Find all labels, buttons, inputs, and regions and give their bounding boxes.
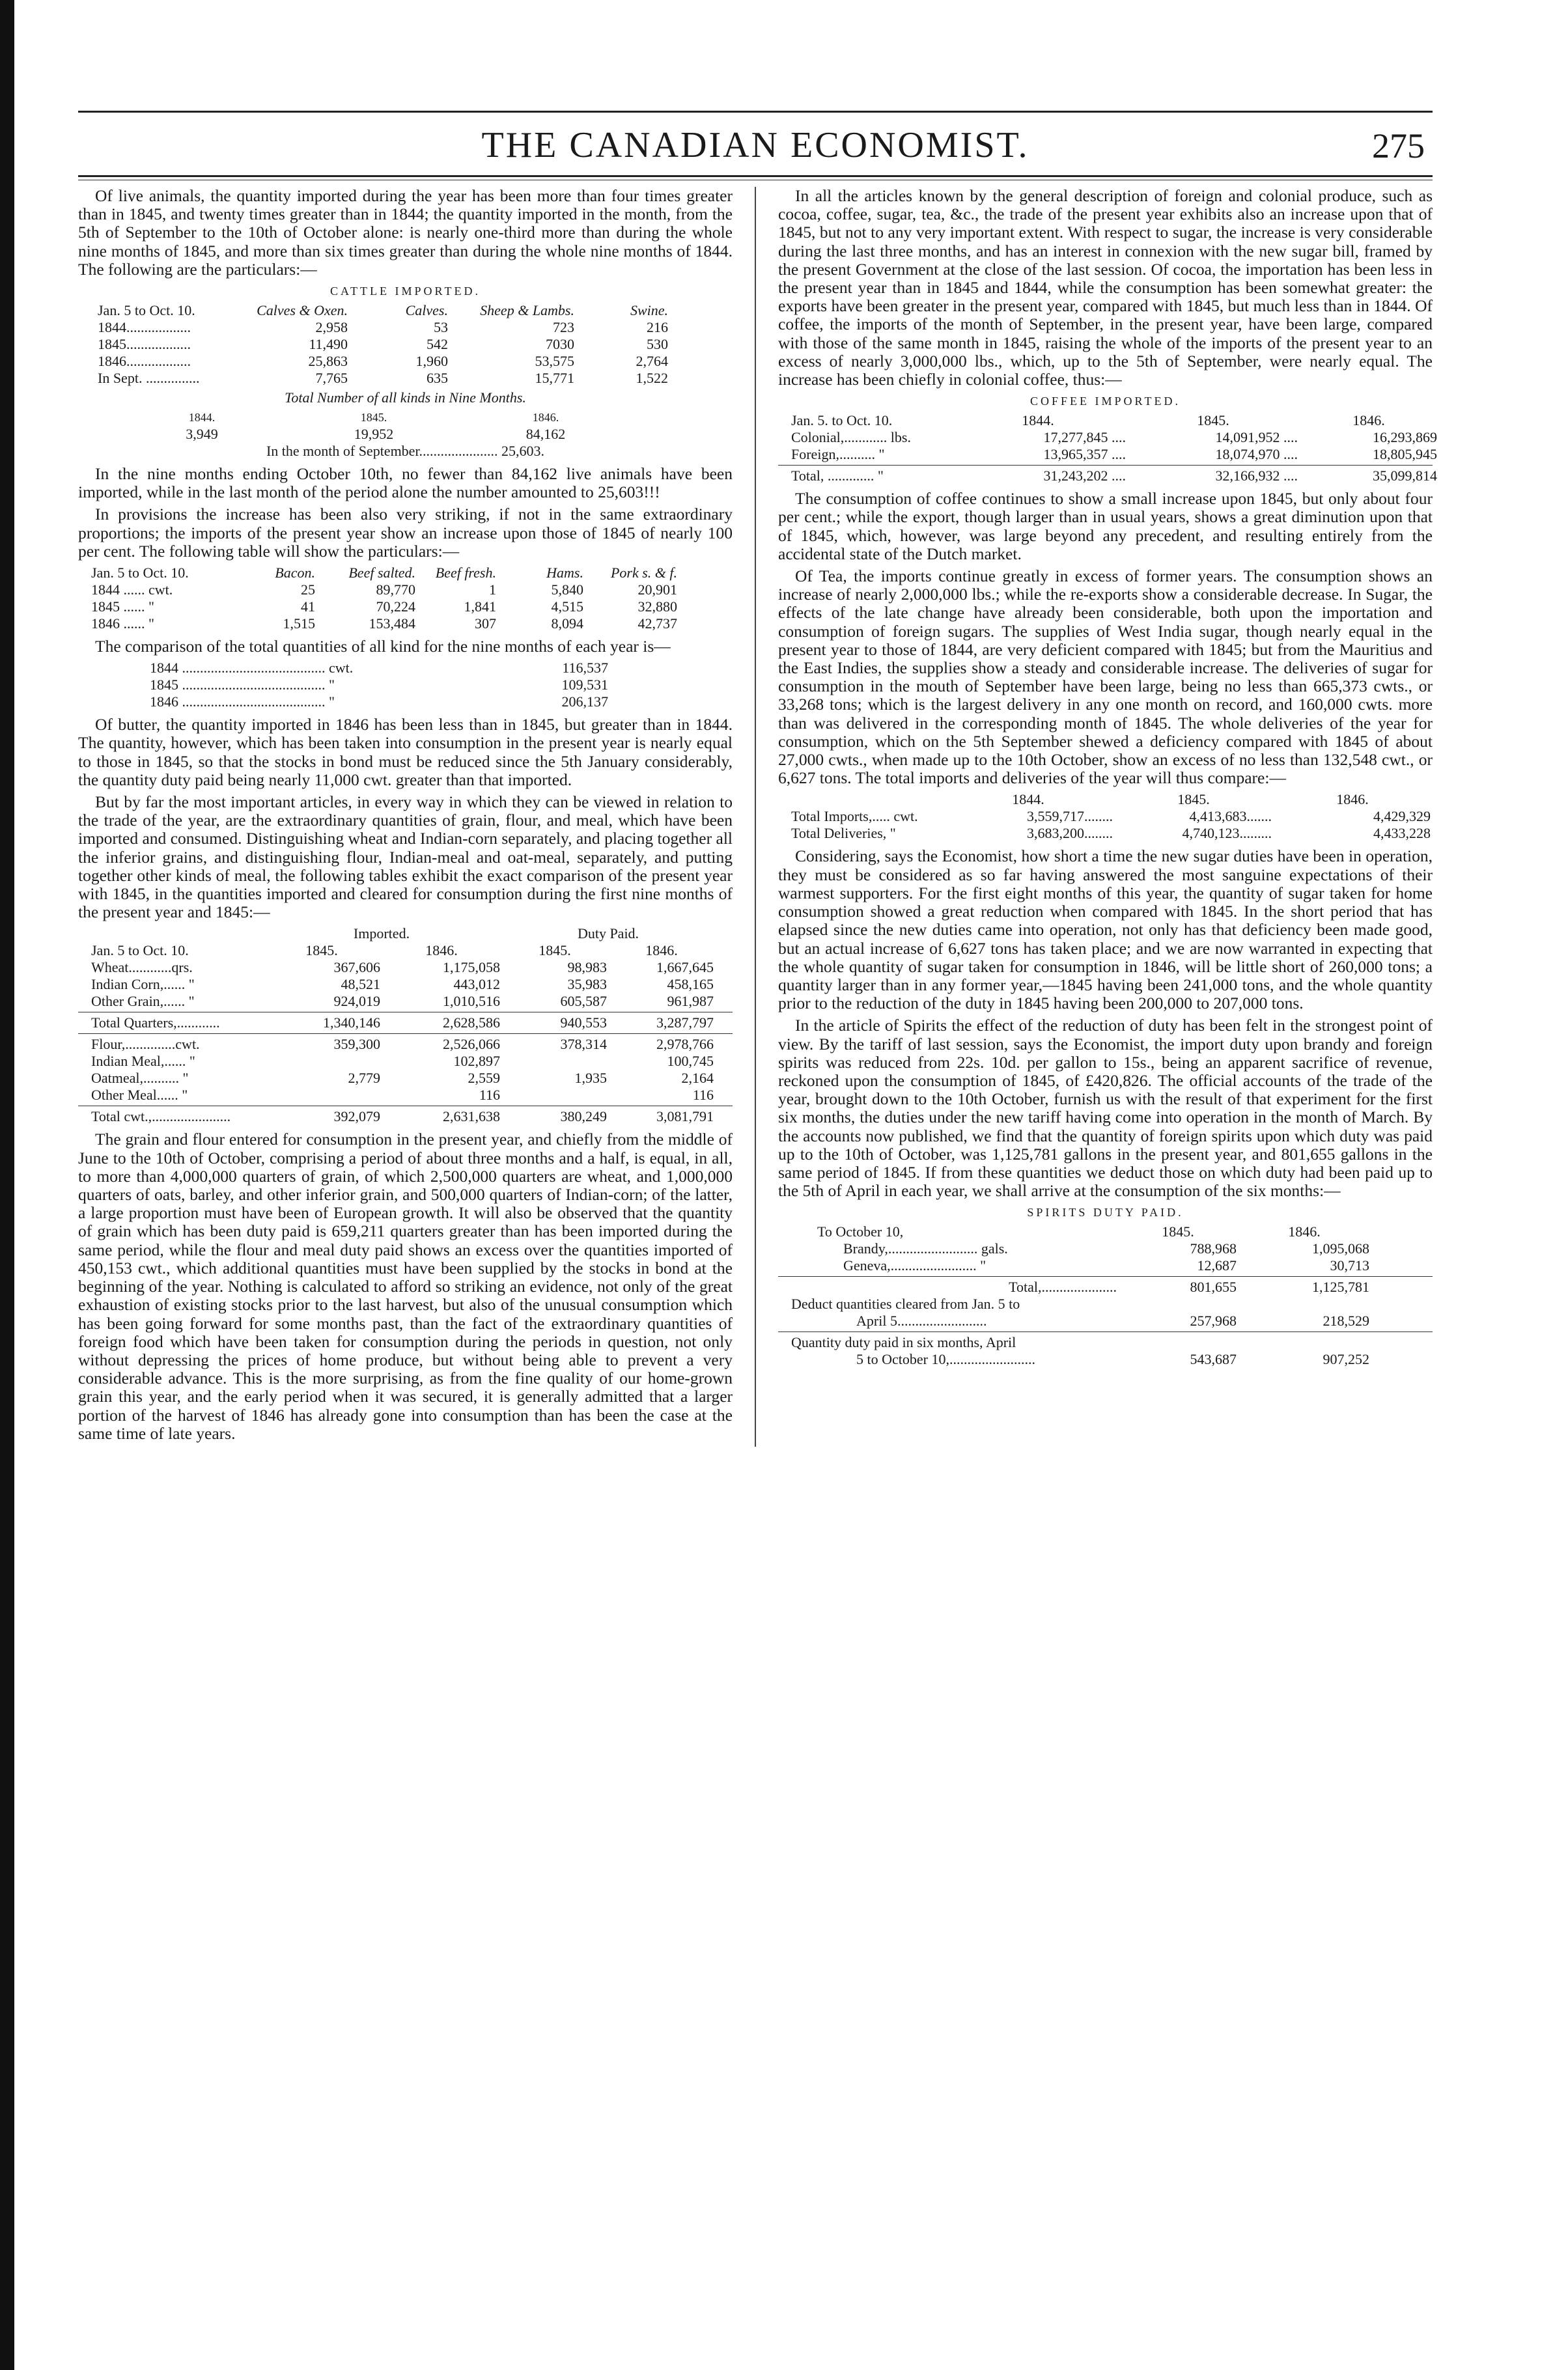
paragraph-colonial-produce: In all the articles known by the general description of foreign and colonial produce, such as cocoa, coffee, sugar, tea, &c., the trade of the present year exhibits also an increase upon that of 1845, but not to any very important extent. With respect to sugar, the increase is very considerable during the last three months, and has an interest in connexion with the new sugar bill, framed by the present Government at the close of the last session. Of cocoa, the importation has been less in the present year than in 1845 and 1844, while the consumption has been somewhat greater: the exports have been greater in the present year, compared with 1845, but much less than in 1844. Of coffee, the imports of the month of September, in the present year, have been large, compared with those of the same month in 1845, raising the whole of the imports of the present year to an excess of nearly 3,000,000 lbs., which, up to the 5th of September, were nearly equal. The increase has been chiefly in colonial coffee, thus:— [778,186,1433,389]
col-header: Sheep & Lambs. [480,302,574,319]
cell: Foreign,.......... " [791,446,885,463]
cell: 2,559 [468,1070,500,1087]
header-bottom-rule [78,175,1433,177]
cell: 20,901 [637,581,677,598]
cell [503,1087,607,1104]
col-header: 1846. [1336,791,1369,808]
table-row [78,1070,733,1087]
group-header-row [78,925,733,942]
table-row [78,959,733,976]
cell [503,1053,607,1070]
table-row [78,370,733,387]
cell: 153,484 [369,615,415,632]
cell: 940,553 [560,1014,607,1031]
table-header-row [778,1223,1433,1240]
cell: 109,531 [561,676,608,693]
cell: 1 [489,581,496,598]
cattle-imported-table [78,283,733,460]
cell: 1846.................. [98,353,191,370]
cell: April 5......................... [856,1313,987,1330]
col-header: 1846. [1288,1223,1321,1240]
cell: 458,165 [667,976,714,993]
cell: 542 [427,336,448,353]
cell: Total,..................... [1009,1279,1117,1296]
cell: 41 [301,598,315,615]
cell: Total cwt.,...................... [91,1108,231,1125]
paragraph-coffee-consumption: The consumption of coffee continues to show a small increase upon 1845, but only about four per cent.; while the export, though larger than in usual years, shows a great diminution upon that of 1845, which, however, was large beyond any precedent, and resulting entirely from the accidental state of the Dutch market. [778,489,1433,563]
cell: 18,805,945 [1373,446,1437,463]
spirits-duty-table [778,1204,1433,1368]
cell: 13,965,357 .... [1043,446,1126,463]
table-rule [778,465,1433,466]
cell: 1845 ........................................ " [150,676,335,693]
table-header-row [78,942,733,959]
cell: 924,019 [333,993,380,1010]
table-header-row [78,565,733,581]
col-header: Pork s. & f. [610,565,677,581]
cell: Other Meal...... " [91,1087,188,1104]
table-header-row [778,412,1433,429]
cell: Oatmeal,.......... " [91,1070,189,1087]
journal-title: THE CANADIAN ECONOMIST. [481,125,1029,165]
cell: 12,687 [1197,1257,1237,1274]
page-number: 275 [1372,126,1425,165]
cell: 367,606 [333,959,380,976]
cell: Brandy,......................... gals. [843,1240,1008,1257]
cell: 543,687 [1190,1351,1237,1368]
cell: 307 [475,615,496,632]
cell: Wheat............qrs. [91,959,193,976]
cell: 2,978,766 [656,1036,714,1053]
cell: 723 [553,319,574,336]
paragraph-butter: Of butter, the quantity imported in 1846 has been less than in 1845, but greater than in 1844. The quantity, however, which has been taken into consumption in the present year is nearly equal to those in 1845, so that the stocks in bond must be reduced since the 5th January considerably, the quantity duty paid being nearly 11,000 cwt. greater than that imported. [78,715,733,789]
cell: 17,277,845 .... [1043,429,1126,446]
cell: 1,841 [464,598,496,615]
cell: 2,526,066 [443,1036,500,1053]
quantity-label: Quantity duty paid in six months, April [791,1334,1016,1351]
cell: 3,949 [186,426,218,443]
cell: 4,433,228 [1373,825,1431,842]
cell: Total Imports,..... cwt. [791,808,918,825]
paragraph-provisions: In provisions the increase has been also very striking, if not in the same extraordinary proportions; the imports of the present year show an increase upon those of 1845 of nearly 100 per cent. The following table will show the particulars:— [78,505,733,561]
col-header: To October 10, [817,1223,904,1240]
cell: 4,515 [551,598,583,615]
cell: 102,897 [453,1053,500,1070]
cell: 2,958 [315,319,348,336]
cell: 7,765 [315,370,348,387]
table-row [78,660,733,676]
col-header: Calves & Oxen. [257,302,348,319]
col-header: Jan. 5 to Oct. 10. [91,565,189,581]
cell: 1,515 [283,615,315,632]
cell: 1846 ...... " [91,615,154,632]
cell: 788,968 [1190,1240,1237,1257]
table-rule [78,1033,733,1034]
table-row [78,615,733,632]
table-caption: CATTLE IMPORTED. [330,285,481,298]
col-header: Calves. [405,302,448,319]
cell: 378,314 [560,1036,607,1053]
cell: 1846 ........................................ " [150,693,335,710]
cell: 42,737 [637,615,677,632]
table-row [778,808,1433,825]
table-row [78,693,733,710]
col-header: 1845. [305,942,338,959]
col-header: Swine. [630,302,668,319]
table-rule [778,1331,1433,1332]
cell: 359,300 [333,1036,380,1053]
running-header [78,113,1433,175]
cell: Total Quarters,............ [91,1014,220,1031]
col-header: 1845. [1162,1223,1194,1240]
cell: 1,522 [636,370,668,387]
total-caption: Total Number of all kinds in Nine Months. [285,389,526,406]
paragraph-live-animals: Of live animals, the quantity imported during the year has been more than four times greater than in 1845, and twenty times greater than in 1844; the quantity imported in the month, from the 5th of September to the 10th of October alone: is nearly one-third more than during the whole nine months of 1845, and more than six times greater than during the whole nine months of 1844. The following are the particulars:— [78,186,733,279]
cell: 1844 ........................................ cwt. [150,660,354,676]
cell: 257,968 [1190,1313,1237,1330]
grain-table [78,925,733,1125]
cell: Indian Corn,...... " [91,976,195,993]
col-header: 1846. [645,942,678,959]
cell: 1845 ...... " [91,598,154,615]
cell: 1845. [360,411,387,425]
cell: 1844 ...... cwt. [91,581,173,598]
table-header-row [78,302,733,319]
sugar-table [778,791,1433,842]
cell: Colonial,............ lbs. [791,429,911,446]
quantity-row [778,1351,1433,1368]
cell: 3,683,200........ [1027,825,1113,842]
cell: 1,095,068 [1312,1240,1369,1257]
cell: 98,983 [567,959,607,976]
cell: 4,413,683....... [1189,808,1272,825]
cell: 1846. [532,411,559,425]
binding-edge [0,0,14,2370]
cell: Flour,..............cwt. [91,1036,200,1053]
col-group-header: Duty Paid. [577,925,639,942]
col-header: 1844. [1012,791,1044,808]
cell: 19,952 [354,426,394,443]
cell: 70,224 [376,598,415,615]
cell: 1,960 [415,353,448,370]
table-row [78,1053,733,1070]
cell: 48,521 [341,976,380,993]
deduct-label: Deduct quantities cleared from Jan. 5 to [791,1296,1020,1313]
cell: 32,880 [637,598,677,615]
comparison-table [78,660,733,710]
total-quarters-row [78,1014,733,1031]
cell: 53,575 [535,353,574,370]
cell: In Sept. ............... [98,370,200,387]
table-caption: COFFEE IMPORTED. [1030,395,1181,408]
cell: 30,713 [1330,1257,1369,1274]
col-header: Beef fresh. [435,565,496,581]
cell: 18,074,970 .... [1215,446,1298,463]
col-group-header: Imported. [353,925,410,942]
cell: 8,094 [551,615,583,632]
cell: 1844. [188,411,216,425]
col-header [791,791,941,808]
table-row [78,1036,733,1053]
cell: 3,081,791 [656,1108,714,1125]
cell: 5,840 [551,581,583,598]
cell [91,925,260,942]
cell [263,1053,380,1070]
cell: Geneva,........................ " [843,1257,987,1274]
cell: 3,287,797 [656,1014,714,1031]
cell: 25 [301,581,315,598]
cell: 31,243,202 .... [1043,467,1126,484]
table-row [78,319,733,336]
cell [263,1087,380,1104]
cell: 4,740,123......... [1182,825,1272,842]
cell: 116,537 [562,660,608,676]
table-row [78,1087,733,1104]
col-header: 1845. [1177,791,1210,808]
table-row [778,429,1437,446]
table-rule [778,1276,1433,1277]
cell: 392,079 [333,1108,380,1125]
table-row [78,336,733,353]
cell: 443,012 [453,976,500,993]
cell: 2,164 [681,1070,714,1087]
cell: 1,010,516 [443,993,500,1010]
table-row [78,676,733,693]
month-total-line: In the month of September...................... 25,603. [266,443,545,460]
total-row [778,467,1437,484]
total-values-row [78,426,733,443]
provisions-table [78,565,733,632]
cell: 15,771 [535,370,574,387]
cell: 605,587 [560,993,607,1010]
col-header: Hams. [546,565,583,581]
cell: Total Deliveries, " [791,825,896,842]
cell: 116 [692,1087,714,1104]
cell: 25,863 [308,353,348,370]
cell: 801,655 [1190,1279,1237,1296]
table-header-row [778,791,1433,808]
table-row [778,446,1437,463]
cell: 2,764 [636,353,668,370]
cell: Total, ............. " [791,467,884,484]
col-header: 1846. [425,942,458,959]
paragraph-spirits: In the article of Spirits the effect of the reduction of duty has been felt in the strongest point of view. By the tariff of last session, says the Economist, the import duty upon brandy and foreign spirits was reduced from 22s. 10d. per gallon to 15s., being an apparent sacrifice of revenue, reckoned upon the consumption of 1845, of £420,826. The official accounts of the trade of the year, brought down to the 10th October, furnish us with the result of that experiment for the first six months, the duties under the new tariff having come into operation in the month of March. By the accounts now published, we find that the quantity of foreign spirits upon which duty was paid up to the 10th of October, was 1,125,781 gallons in the present year, and 801,655 gallons in the same period of 1845. If from these quantities we deduct those on which duty had been paid up to the 5th of April in each year, we shall arrive at the consumption of the six months:— [778,1016,1433,1201]
right-column [778,186,1437,1447]
cell: 380,249 [560,1108,607,1125]
col-header: Jan. 5. to Oct. 10. [791,412,893,429]
col-header: 1845. [1197,412,1229,429]
cell: 218,529 [1323,1313,1369,1330]
paragraph-comparison: The comparison of the total quantities of all kind for the nine months of each year is— [95,637,671,656]
cell: Indian Meal,...... " [91,1053,195,1070]
cell: 1,935 [574,1070,607,1087]
cell: 89,770 [376,581,415,598]
col-header: Bacon. [275,565,315,581]
cell: 35,983 [567,976,607,993]
col-header: 1846. [1352,412,1385,429]
col-header: Beef salted. [348,565,415,581]
paragraph-grain: But by far the most important articles, in every way in which they can be viewed in relation to the trade of the year, are the extraordinary quantities of grain, flour, and meal, which have been imported and consumed. Distinguishing wheat and Indian-corn separately, and placing together all the inferior grains, and distinguishing flour, Indian-meal and oat-meal, separately, and putting together other kinds of meal, the following tables exhibit the exact comparison of the present year with 1845, in the quantities imported and cleared for consumption during the first nine months of the present year and 1845:— [78,792,733,922]
total-cwt-row [78,1108,733,1125]
cell: 11,490 [309,336,348,353]
two-column-body [78,186,1437,1447]
cell: 14,091,952 .... [1215,429,1298,446]
left-column [78,187,733,1447]
table-caption: SPIRITS DUTY PAID. [1027,1206,1184,1220]
cell: 4,429,329 [1373,808,1431,825]
cell: 3,559,717........ [1027,808,1113,825]
cell: 84,162 [525,426,566,443]
cell: 961,987 [667,993,714,1010]
cell: 1845.................. [98,336,191,353]
paragraph-grain-consumption: The grain and flour entered for consumption in the present year, and chiefly from the middle of June to the 10th of October, comprising a period of about three months and a half, is equal, in all, to more than 4,000,000 quarters of grain, of which 2,500,000 quarters are wheat, and 1,000,000 quarters of oats, barley, and other inferior grain, and 500,000 quarters of Indian-corn; of the latter, a large proportion must have been of European growth. It will also be observed that the quantity of grain which has been duty paid is 659,211 quarters greater than has been imported during the same period, while the flour and meal duty paid shows an excess over the quantities imported of 450,153 cwt., which additional quantities must have been supplied by the stocks in bond at the beginning of the year. Nothing is calculated to afford so striking an evidence, not only of the great exhaustion of existing stocks prior to the last harvest, but also of the unusual consumption which has been going forward for some months past, than the fact of the extraordinary quantities of foreign food which have been taken for consumption during the periods in question, not only without depressing the prices of home produce, but without being able to prevent a very considerable advance. This is the more surprising, as from the fine quality of our home-grown grain this year, and the early period when it was secured, it is generally admitted that a larger portion of the harvest of 1846 has already gone into consumption than has been the case at the same time of late years. [78,1130,733,1443]
cell: 32,166,932 .... [1215,467,1298,484]
cell: 5 to October 10,........................ [856,1351,1035,1368]
coffee-imported-table [778,393,1437,484]
total-row [778,1279,1433,1296]
cell: 1844.................. [98,319,191,336]
table-row [778,825,1433,842]
table-row [78,353,733,370]
cell: 53 [434,319,448,336]
col-header: 1845. [539,942,571,959]
cell: 7030 [546,336,574,353]
table-row [78,976,733,993]
table-row [78,581,733,598]
table-row [778,1257,1433,1274]
paragraph-tea-sugar: Of Tea, the imports continue greatly in excess of former years. The consumption shows an increase of nearly 2,000,000 lbs.; while the re-exports show a considerable decrease. In Sugar, the effects of the late change have already been considerable, both upon the importation and consumption of foreign sugars. The supplies of West India sugar, though nearly equal in the present year to those of 1844, are very deficient compared with 1845; but from the Mauritius and the East Indies, the supplies show a steady and considerable increase. The deliveries of sugar for consumption in the mouth of September have been large, being no less than 665,373 cwts., or 33,268 tons; which is the largest delivery in any one month on record, and 160,000 cwts. more than was delivered in the corresponding month of 1845. The whole deliveries of the year for consumption, which on the 5th September shewed a deficiency compared with 1845 of about 27,000 cwts., when made up to the 10th October, show an excess of no less than 132,548 cwt., or 6,627 tons. The total imports and deliveries of the year will thus compare:— [778,566,1433,788]
cell: 2,631,638 [443,1108,500,1125]
cell: 2,628,586 [443,1014,500,1031]
total-years-row [78,409,733,426]
cell: 100,745 [667,1053,714,1070]
cell: 1,340,146 [323,1014,380,1031]
table-row [78,598,733,615]
col-header: Jan. 5 to Oct. 10. [91,942,189,959]
cell: 635 [427,370,448,387]
cell: 35,099,814 [1373,467,1437,484]
cell: 1,175,058 [443,959,500,976]
cell: 116 [479,1087,500,1104]
table-row [778,1240,1433,1257]
cell: 216 [647,319,668,336]
cell: 206,137 [561,693,608,710]
cell: 1,125,781 [1312,1279,1369,1296]
cell: 2,779 [348,1070,380,1087]
cell: 16,293,869 [1373,429,1437,446]
paragraph-nine-months: In the nine months ending October 10th, no fewer than 84,162 live animals have been imported, while in the last month of the period alone the number amounted to 25,603!!! [78,464,733,502]
table-row [78,993,733,1010]
paragraph-sugar-duties: Considering, says the Economist, how short a time the new sugar duties have been in operation, they must be considered as so far having answered the most sanguine expectations of their warmest supporters. For the first eight months of this year, the quantity of sugar taken for home consumption showed a great reduction when compared with 1845. In the short period that has elapsed since the new duties came into operation, not only has that deficiency been made good, but an actual increase of 6,627 tons has taken place; and we are now warranted in expecting that the whole quantity of sugar taken for consumption in 1846, will be little short of 260,000 tons; a quantity larger than in any former year,—1845 having been 241,000 tons, and the whole quantity prior to the reduction of the duty in 1845 having been 200,000 to 207,000 tons. [778,846,1433,1013]
deduct-row [778,1313,1433,1330]
column-divider [755,187,756,1447]
cell: 907,252 [1323,1351,1369,1368]
cell: 1,667,645 [656,959,714,976]
col-header: Jan. 5 to Oct. 10. [98,302,195,319]
cell: 530 [647,336,668,353]
page [78,111,1437,1447]
col-header: 1844. [1022,412,1054,429]
cell: Other Grain,...... " [91,993,195,1010]
